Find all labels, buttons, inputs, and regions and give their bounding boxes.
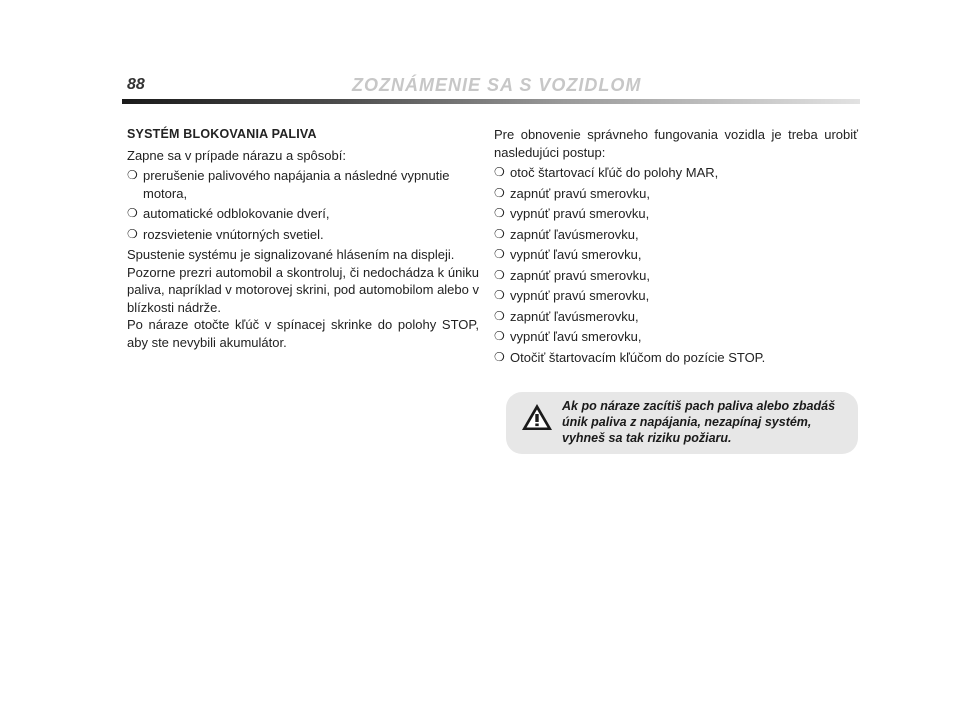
bullet-icon: ❍ <box>494 165 505 179</box>
bullet-icon: ❍ <box>494 185 505 200</box>
effects-list <box>127 167 479 243</box>
bullet-icon: ❍ <box>127 206 138 220</box>
warning-triangle-icon <box>520 402 554 432</box>
list-item: ❍ zapnúť pravú smerovku, <box>494 185 650 201</box>
bullet-icon: ❍ <box>494 206 505 220</box>
paragraph: Spustenie systému je signalizované hlásením na displeji. <box>127 247 455 262</box>
list-item: ❍ zapnúť ľavúsmerovku, <box>494 226 639 242</box>
list-item: ❍ vypnúť ľavú smerovku, <box>494 247 642 262</box>
page-number: 88 <box>127 76 145 93</box>
bullet-icon: ❍ <box>494 329 505 343</box>
intro-text: Zapne sa v prípade nárazu a spôsobí: <box>127 147 346 163</box>
bullet-icon: ❍ <box>494 288 505 302</box>
header-rule <box>122 99 860 104</box>
right-column <box>494 126 858 369</box>
bullet-icon: ❍ <box>127 226 138 241</box>
warning-box <box>506 392 858 454</box>
list-item: ❍ Otočiť štartovacím kľúčom do pozície STOP. <box>494 349 766 365</box>
paragraph: Po náraze otočte kľúč v spínacej skrinke do polohy STOP, aby ste nevybili akumulátor. <box>127 317 479 350</box>
list-item: ❍ prerušenie palivového napájania a následné vypnutie motora, <box>127 168 450 201</box>
bullet-icon: ❍ <box>494 349 505 364</box>
list-item: ❍ automatické odblokovanie dverí, <box>127 206 330 221</box>
warning-text: Ak po náraze zacítiš pach paliva alebo zbadáš únik paliva z napájania, nezapínaj systém, vyhneš sa tak riziku požiaru. <box>562 399 836 445</box>
list-item: ❍ rozsvietenie vnútorných svetiel. <box>127 226 324 242</box>
bullet-icon: ❍ <box>494 308 505 323</box>
list-item: ❍ zapnúť pravú smerovku, <box>494 267 650 283</box>
intro-text: Pre obnovenie správneho fungovania vozidla je treba urobiť nasledujúci postup: <box>494 127 858 160</box>
list-item: ❍ vypnúť ľavú smerovku, <box>494 329 642 344</box>
list-item: ❍ otoč štartovací kľúč do polohy MAR, <box>494 165 719 180</box>
bullet-icon: ❍ <box>494 226 505 241</box>
list-item: ❍ zapnúť ľavúsmerovku, <box>494 308 639 324</box>
bullet-icon: ❍ <box>127 168 138 182</box>
bullet-icon: ❍ <box>494 247 505 261</box>
running-title: ZOZNÁMENIE SA S VOZIDLOM <box>352 75 642 95</box>
list-item: ❍ vypnúť pravú smerovku, <box>494 206 650 221</box>
bullet-icon: ❍ <box>494 267 505 282</box>
paragraph: Pozorne prezri automobil a skontroluj, či nedochádza k úniku paliva, napríklad v motorovej skrini, pod automobilom alebo v blízkosti nádrže. <box>127 264 479 315</box>
procedure-list <box>494 164 858 366</box>
section-heading: SYSTÉM BLOKOVANIA PALIVA <box>127 127 317 141</box>
left-column <box>127 126 479 354</box>
list-item: ❍ vypnúť pravú smerovku, <box>494 288 650 303</box>
